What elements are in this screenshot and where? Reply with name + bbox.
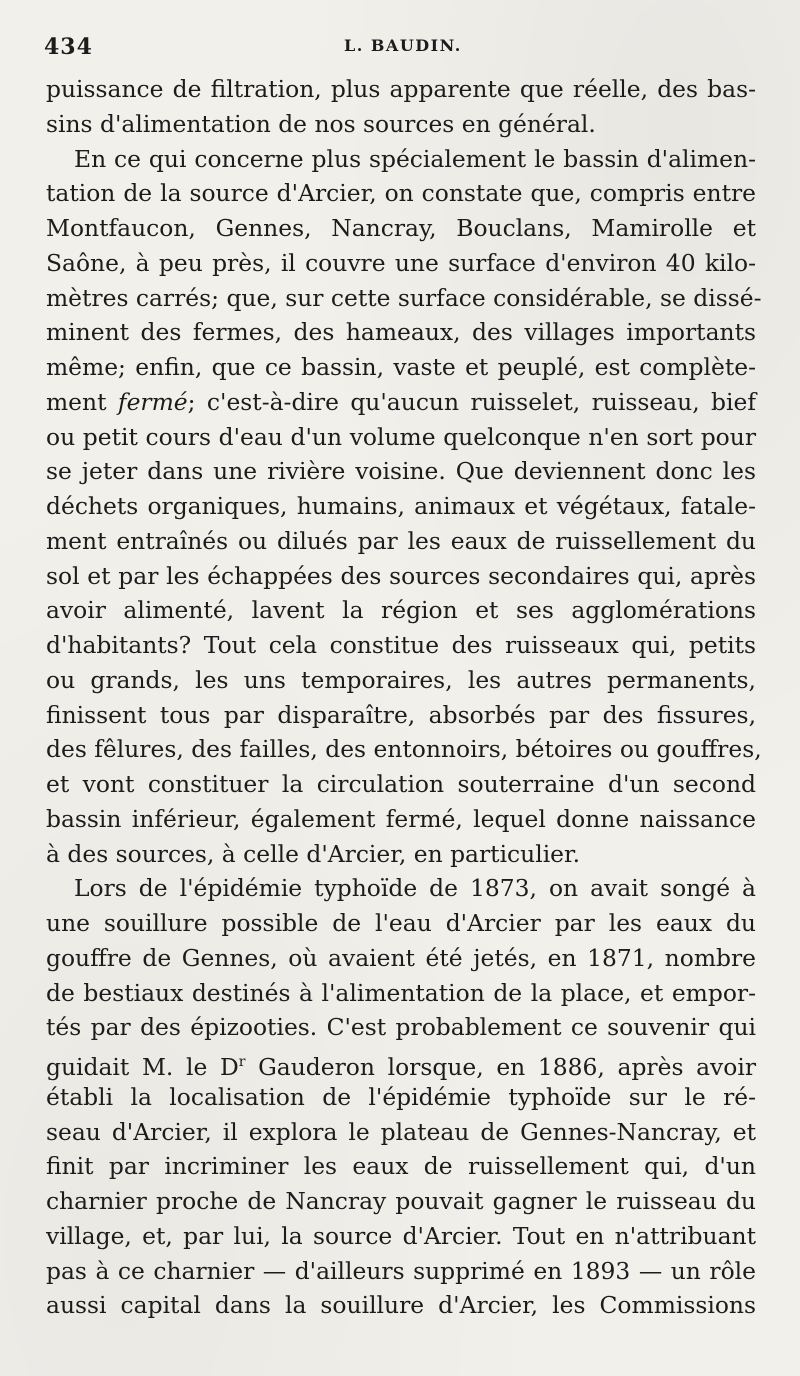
text-line: gouffre de Gennes, où avaient été jetés, en 1871, nombre: [46, 943, 756, 972]
text-line: sins d'alimentation de nos sources en général.: [46, 109, 596, 138]
page-number: 434: [44, 34, 93, 60]
text-line: Saône, à peu près, il couvre une surface d'environ 40 kilo-: [46, 248, 756, 277]
text-line: finit par incriminer les eaux de ruissellement qui, d'un: [46, 1152, 756, 1181]
text-line: Lors de l'épidémie typhoïde de 1873, on avait songé à: [74, 874, 756, 903]
running-head: L. BAUDIN.: [344, 36, 462, 55]
text-line: guidait M. le $D^r$ Gauderon lorsque, en 1886, après avoir: [46, 1052, 756, 1081]
text-line: village, et, par lui, la source d'Arcier. Tout en n'attribuant: [46, 1221, 756, 1250]
text-line: mètres carrés; que, sur cette surface considérable, se dissé-: [46, 283, 762, 312]
text-line: En ce qui concerne plus spécialement le bassin d'alimen-: [74, 144, 756, 173]
text-line: établi la localisation de l'épidémie typhoïde sur le ré-: [46, 1082, 756, 1111]
text-line: à des sources, à celle d'Arcier, en particulier.: [46, 839, 581, 868]
text-line: ment entraînés ou dilués par les eaux de ruissellement du: [46, 526, 756, 555]
text-line: minent des fermes, des hameaux, des villages importants: [46, 318, 756, 347]
text-line: bassin inférieur, également fermé, lequel donne naissance: [46, 804, 756, 833]
text-line: déchets organiques, humains, animaux et végétaux, fatale-: [46, 492, 756, 520]
text-line: ou petit cours d'eau d'un volume quelconque n'en sort pour: [46, 422, 756, 451]
text-line: pas à ce charnier — d'ailleurs supprimé en 1893 — un rôle: [46, 1256, 756, 1285]
text-line: se jeter dans une rivière voisine. Que deviennent donc les: [46, 457, 756, 486]
page-header: [44, 34, 760, 64]
text-line: puissance de filtration, plus apparente que réelle, des bas-: [46, 75, 756, 103]
text-line: de bestiaux destinés à l'alimentation de la place, et empor-: [46, 978, 756, 1007]
text-line: une souillure possible de l'eau d'Arcier par les eaux du: [46, 909, 756, 937]
text-line: tés par des épizooties. C'est probablement ce souvenir qui: [46, 1013, 756, 1042]
body-text: [46, 72, 762, 1323]
text-line: sol et par les échappées des sources secondaires qui, après: [46, 561, 756, 590]
text-line: d'habitants? Tout cela constitue des ruisseaux qui, petits: [46, 631, 756, 659]
emphasis-text: fermé: [117, 387, 188, 416]
text-line: ou grands, les uns temporaires, les autres permanents,: [46, 665, 756, 694]
text-line: et vont constituer la circulation souterraine d'un second: [46, 770, 756, 798]
text-line: ment fermé; c'est-à-dire qu'aucun ruisselet, ruisseau, bief: [46, 387, 756, 416]
superscript-text: r: [238, 1054, 246, 1070]
text-line: tation de la source d'Arcier, on constate que, compris entre: [46, 179, 756, 208]
text-line: des fêlures, des failles, des entonnoirs, bétoires ou gouffres,: [46, 735, 762, 764]
text-line: aussi capital dans la souillure d'Arcier, les Commissions: [46, 1291, 756, 1320]
text-line: Montfaucon, Gennes, Nancray, Bouclans, Mamirolle et: [46, 214, 756, 242]
text-line: charnier proche de Nancray pouvait gagner le ruisseau du: [46, 1187, 756, 1215]
text-line: seau d'Arcier, il explora le plateau de Gennes-Nancray, et: [46, 1117, 756, 1146]
text-line: finissent tous par disparaître, absorbés par des fissures,: [46, 700, 756, 729]
text-line: même; enfin, que ce bassin, vaste et peuplé, est complète-: [46, 353, 756, 381]
text-line: avoir alimenté, lavent la région et ses agglomérations: [46, 596, 756, 625]
